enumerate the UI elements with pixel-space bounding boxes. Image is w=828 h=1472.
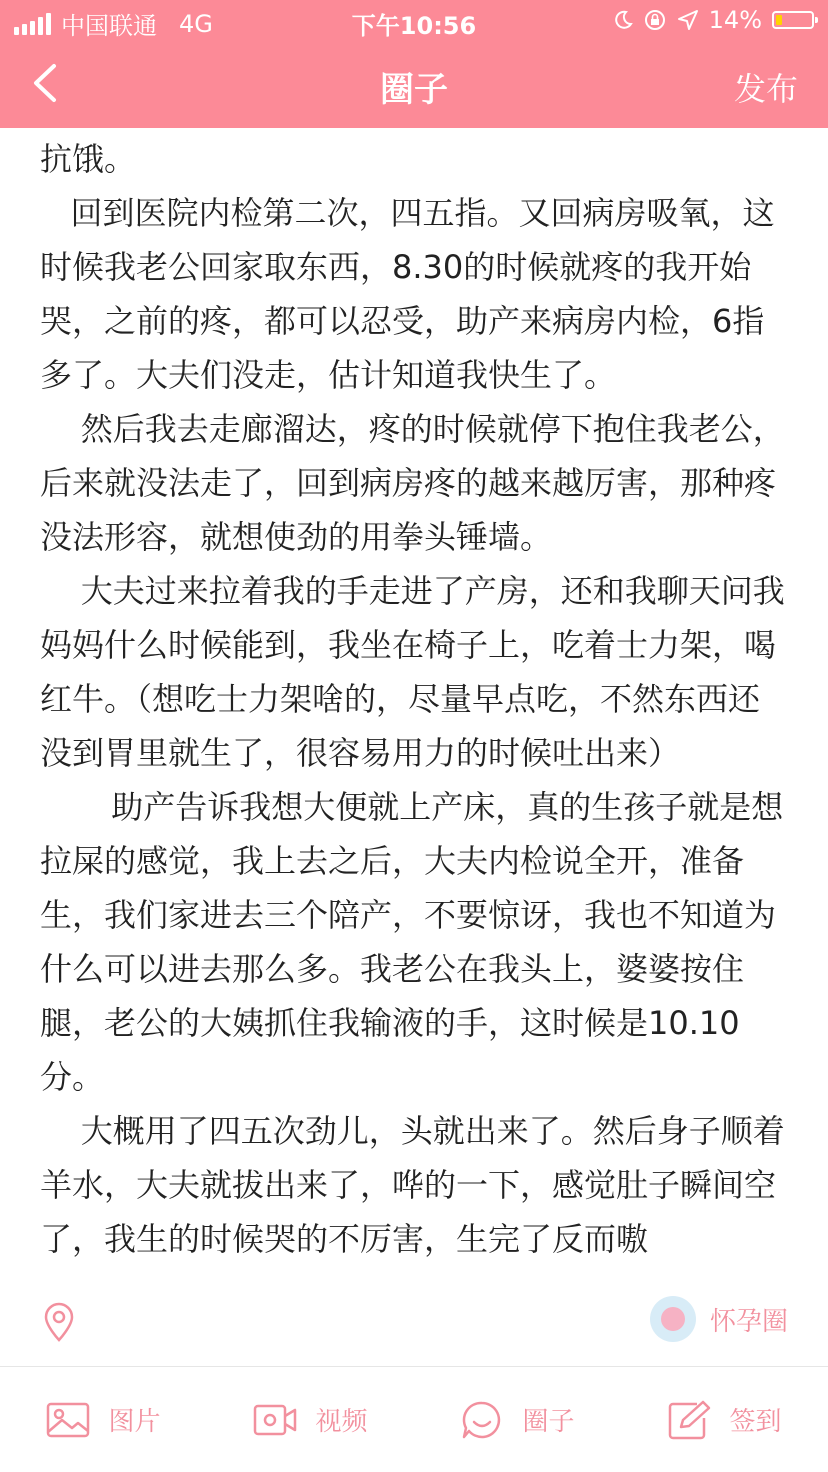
carrier-label: 中国联通 [61, 12, 157, 40]
circle-chat-icon [460, 1400, 504, 1440]
orientation-lock-icon [643, 8, 667, 32]
paragraph: 助产告诉我想大便就上产床，真的生孩子就是想拉屎的感觉，我上去之后，大夫内检说全开，准备生，我们家进去三个陪产，不要惊讶，我也不知道为什么可以进去那么多。我老公在我头上，婆婆按住腿，老公的大姨抓住我输液的手，这时候是10.10分。 [40, 788, 784, 1096]
sign-in-icon [667, 1400, 711, 1440]
video-icon [253, 1400, 297, 1440]
sign-in-label: 签到 [729, 1407, 782, 1437]
battery-percent: 14% [708, 6, 762, 34]
battery-icon [772, 11, 814, 29]
circle-tag-label: 怀孕圈 [709, 1306, 788, 1337]
status-time: 下午10:56 [351, 12, 477, 40]
circle-tag[interactable] [650, 1296, 788, 1342]
location-pin-icon[interactable] [42, 1302, 76, 1342]
circle-button[interactable] [450, 1400, 584, 1440]
sign-in-button[interactable] [657, 1400, 791, 1440]
network-label: 4G [179, 9, 213, 38]
paragraph: 抗饿。 [40, 140, 137, 178]
publish-button[interactable]: 发布 [733, 70, 798, 108]
video-label: 视频 [315, 1407, 368, 1437]
paragraph: 大概用了四五次劲儿，头就出来了。然后身子顺着羊水，大夫就拔出来了，哗的一下，感觉肚子瞬间空了，我生的时候哭的不厉害，生完了反而嗷 [40, 1112, 785, 1258]
status-right [613, 6, 814, 34]
image-button[interactable] [36, 1400, 170, 1440]
bottom-toolbar [0, 1367, 828, 1472]
page-title: 圈子 [380, 70, 448, 110]
circle-label: 圈子 [522, 1407, 575, 1437]
moon-icon [613, 10, 633, 30]
post-meta [0, 1296, 828, 1366]
post-content[interactable] [0, 128, 828, 1296]
image-label: 图片 [108, 1407, 161, 1437]
nav-bar [0, 42, 828, 128]
status-bar [0, 0, 828, 42]
paragraph: 大夫过来拉着我的手走进了产房，还和我聊天问我妈妈什么时候能到，我坐在椅子上，吃着士力架，喝红牛。（想吃士力架啥的，尽量早点吃，不然东西还没到胃里就生了，很容易用力的时候吐出来） [40, 572, 785, 772]
image-icon [46, 1400, 90, 1440]
circle-badge-icon [650, 1296, 696, 1342]
location-arrow-icon [677, 9, 699, 31]
paragraph: 回到医院内检第二次，四五指。又回病房吸氧，这时候我老公回家取东西，8.30的时候就疼的我开始哭，之前的疼，都可以忍受，助产来病房内检，6指多了。大夫们没走，估计知道我快生了。 [40, 194, 775, 394]
video-button[interactable] [243, 1400, 377, 1440]
paragraph: 然后我去走廊溜达，疼的时候就停下抱住我老公，后来就没法走了，回到病房疼的越来越厉害，那种疼没法形容，就想使劲的用拳头锤墙。 [40, 410, 785, 556]
